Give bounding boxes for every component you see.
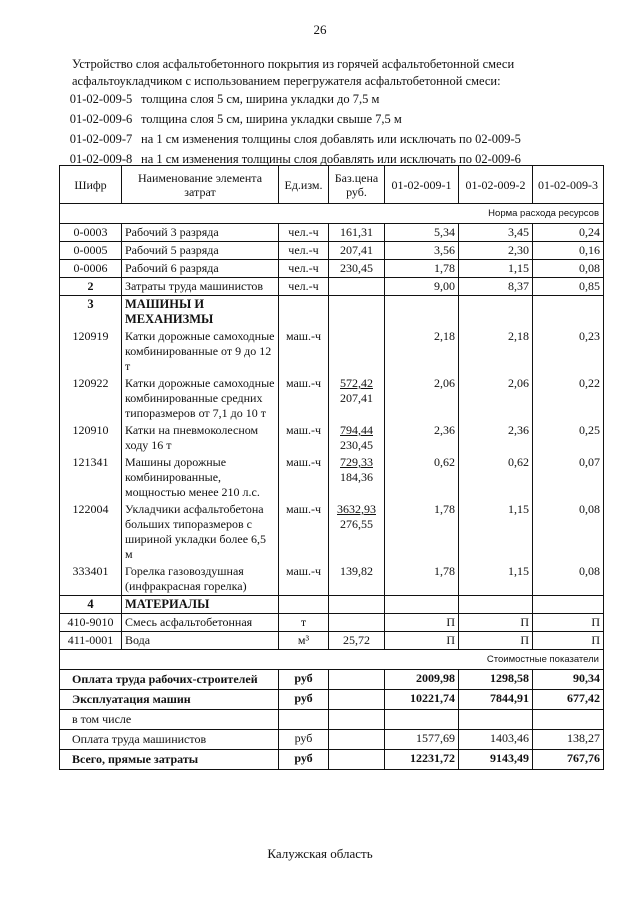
cell-code: 120919 [60, 328, 122, 375]
cell-col1: П [385, 614, 459, 632]
cell-code: 333401 [60, 563, 122, 596]
cost-unit: руб [279, 750, 329, 770]
cell-col2: 1,15 [459, 563, 533, 596]
cost-unit: руб [279, 670, 329, 690]
cell-col3: П [533, 614, 604, 632]
cell-code: 0-0006 [60, 260, 122, 278]
cell-code: 0-0003 [60, 224, 122, 242]
table-row [60, 454, 604, 501]
cost-col1: 12231,72 [385, 750, 459, 770]
cell-col3: 0,25 [533, 422, 604, 454]
cost-col2 [459, 710, 533, 730]
header-col1: 01-02-009-1 [385, 166, 459, 204]
cell-name: Рабочий 5 разряда [122, 242, 279, 260]
cell-col2: 2,06 [459, 375, 533, 422]
table-row [60, 224, 604, 242]
resource-table [59, 165, 604, 770]
code-line [61, 129, 521, 149]
cell-col2: 0,62 [459, 454, 533, 501]
cost-col2: 1403,46 [459, 730, 533, 750]
cost-price [329, 690, 385, 710]
cell-unit: маш.-ч [279, 563, 329, 596]
header-name: Наименование элемента затрат [122, 166, 279, 204]
cell-name: Горелка газовоздушная (инфракрасная горелка) [122, 563, 279, 596]
code-text: на 1 см изменения толщины слоя добавлять или исключать по 02-009-5 [141, 132, 521, 146]
cell-price [329, 328, 385, 375]
cost-col1: 10221,74 [385, 690, 459, 710]
page-number: 26 [313, 22, 327, 37]
table-row [60, 375, 604, 422]
cost-col1: 2009,98 [385, 670, 459, 690]
cell-col3: 0,23 [533, 328, 604, 375]
cell-unit: чел.-ч [279, 278, 329, 296]
cell-unit: чел.-ч [279, 224, 329, 242]
cost-col1: 1577,69 [385, 730, 459, 750]
cell-unit: м³ [279, 632, 329, 650]
price-current: 794,44 [340, 423, 373, 437]
cell-price [329, 501, 385, 563]
cost-row [60, 730, 604, 750]
cost-col2: 1298,58 [459, 670, 533, 690]
cell-col2: 2,36 [459, 422, 533, 454]
cost-col2: 9143,49 [459, 750, 533, 770]
cell-price: 230,45 [329, 260, 385, 278]
cost-row [60, 750, 604, 770]
cell-col1: 1,78 [385, 260, 459, 278]
cell-price [329, 563, 385, 596]
cell-name: Рабочий 6 разряда [122, 260, 279, 278]
cell-col1: 0,62 [385, 454, 459, 501]
section-title: МАШИНЫ И МЕХАНИЗМЫ [122, 296, 279, 329]
header-row [60, 166, 604, 204]
table-row [60, 632, 604, 650]
cost-name: Оплата труда рабочих-строителей [60, 670, 279, 690]
section-code: 3 [60, 296, 122, 329]
cost-price [329, 750, 385, 770]
norm-label-row [60, 204, 604, 224]
cell-code: 2 [60, 278, 122, 296]
cost-name: Оплата труда машинистов [60, 730, 279, 750]
cell-price: 207,41 [329, 242, 385, 260]
cell-col2: 3,45 [459, 224, 533, 242]
cell-col1: 2,18 [385, 328, 459, 375]
table-row [60, 501, 604, 563]
cost-col3: 90,34 [533, 670, 604, 690]
cost-col2: 7844,91 [459, 690, 533, 710]
cell-price [329, 614, 385, 632]
cell-name: Катки дорожные самоходные комбинированные средних типоразмеров от 7,1 до 10 т [122, 375, 279, 422]
cost-price [329, 710, 385, 730]
cell-code: 122004 [60, 501, 122, 563]
cell-col3: 0,24 [533, 224, 604, 242]
price-base: 184,36 [340, 470, 373, 484]
cell-unit: маш.-ч [279, 375, 329, 422]
cell-name: Рабочий 3 разряда [122, 224, 279, 242]
cell-code: 120922 [60, 375, 122, 422]
cell-price: 25,72 [329, 632, 385, 650]
cell-col3: 0,85 [533, 278, 604, 296]
cell-price [329, 278, 385, 296]
cell-col2: П [459, 614, 533, 632]
table-row [60, 242, 604, 260]
header-col2: 01-02-009-2 [459, 166, 533, 204]
price-base: 230,45 [340, 438, 373, 452]
cell-col1: 9,00 [385, 278, 459, 296]
header-code: Шифр [60, 166, 122, 204]
price-current: 729,33 [340, 455, 373, 469]
header-col3: 01-02-009-3 [533, 166, 604, 204]
cell-unit: т [279, 614, 329, 632]
cell-col1: 3,56 [385, 242, 459, 260]
price-base: 207,41 [340, 391, 373, 405]
price-current: 572,42 [340, 376, 373, 390]
cell-price [329, 422, 385, 454]
cost-unit [279, 710, 329, 730]
cell-col2: 8,37 [459, 278, 533, 296]
cell-col2: 1,15 [459, 501, 533, 563]
cell-name: Катки на пневмоколесном ходу 16 т [122, 422, 279, 454]
cost-label-row [60, 650, 604, 670]
section-title: МАТЕРИАЛЫ [122, 596, 279, 614]
price-current: 3632,93 [337, 502, 376, 516]
cost-name: в том числе [60, 710, 279, 730]
cost-unit: руб [279, 690, 329, 710]
cost-col1 [385, 710, 459, 730]
cell-unit: маш.-ч [279, 422, 329, 454]
table-row [60, 563, 604, 596]
code-text: на 1 см изменения толщины слоя добавлять или исключать по 02-009-6 [141, 152, 521, 166]
cell-code: 411-0001 [60, 632, 122, 650]
cell-col2: 1,15 [459, 260, 533, 278]
table-row [60, 422, 604, 454]
norm-label: Норма расхода ресурсов [60, 204, 604, 224]
cell-name: Затраты труда машинистов [122, 278, 279, 296]
code-line [61, 89, 521, 109]
section-row [60, 296, 604, 329]
cell-col1: 5,34 [385, 224, 459, 242]
cell-name: Вода [122, 632, 279, 650]
cell-col2: П [459, 632, 533, 650]
cell-unit: чел.-ч [279, 242, 329, 260]
cost-col3: 138,27 [533, 730, 604, 750]
code-label: 01-02-009-6 [69, 112, 133, 126]
cell-code: 120910 [60, 422, 122, 454]
code-text: толщина слоя 5 см, ширина укладки свыше 7,5 м [141, 112, 402, 126]
cell-name: Катки дорожные самоходные комбинированные от 9 до 12 т [122, 328, 279, 375]
cell-col1: 2,06 [385, 375, 459, 422]
code-text: толщина слоя 5 см, ширина укладки до 7,5 м [141, 92, 380, 106]
code-label: 01-02-009-5 [69, 92, 133, 106]
cell-col3: 0,07 [533, 454, 604, 501]
cell-unit: маш.-ч [279, 454, 329, 501]
cell-unit: чел.-ч [279, 260, 329, 278]
cell-price: 161,31 [329, 224, 385, 242]
header-price: Баз.цена руб. [329, 166, 385, 204]
cost-row [60, 670, 604, 690]
cell-col1: 1,78 [385, 563, 459, 596]
intro-text: Устройство слоя асфальтобетонного покрытия из горячей асфальтобетонной смеси асфальтоукладчиком с использованием перегружателя асфальтобетонной смеси: [72, 57, 515, 88]
cell-col1: 2,36 [385, 422, 459, 454]
cost-row [60, 690, 604, 710]
region-footer: Калужская область [267, 846, 373, 861]
cell-price [329, 454, 385, 501]
cell-col3: 0,22 [533, 375, 604, 422]
price-base: 276,55 [340, 517, 373, 531]
section-row [60, 596, 604, 614]
cell-col3: 0,16 [533, 242, 604, 260]
cell-col2: 2,18 [459, 328, 533, 375]
cell-code: 410-9010 [60, 614, 122, 632]
cost-price [329, 730, 385, 750]
cell-name: Смесь асфальтобетонная [122, 614, 279, 632]
machinist-row [60, 278, 604, 296]
header-unit: Ед.изм. [279, 166, 329, 204]
cell-unit: маш.-ч [279, 501, 329, 563]
cost-price [329, 670, 385, 690]
cell-col3: 0,08 [533, 501, 604, 563]
cost-unit: руб [279, 730, 329, 750]
table-row [60, 614, 604, 632]
cost-name: Всего, прямые затраты [60, 750, 279, 770]
section-code: 4 [60, 596, 122, 614]
table-row [60, 328, 604, 375]
cell-col1: П [385, 632, 459, 650]
cell-col1: 1,78 [385, 501, 459, 563]
cost-row [60, 710, 604, 730]
cost-col3 [533, 710, 604, 730]
cell-unit: маш.-ч [279, 328, 329, 375]
cell-col3: П [533, 632, 604, 650]
code-line [61, 109, 521, 129]
code-label: 01-02-009-7 [69, 132, 133, 146]
cell-col3: 0,08 [533, 260, 604, 278]
cell-col2: 2,30 [459, 242, 533, 260]
cell-col3: 0,08 [533, 563, 604, 596]
cost-col3: 767,76 [533, 750, 604, 770]
cost-col3: 677,42 [533, 690, 604, 710]
cell-price [329, 375, 385, 422]
cell-code: 121341 [60, 454, 122, 501]
cell-name: Машины дорожные комбинированные, мощностью менее 210 л.с. [122, 454, 279, 501]
code-list [61, 89, 521, 169]
code-label: 01-02-009-8 [69, 152, 133, 166]
cell-code: 0-0005 [60, 242, 122, 260]
table-row [60, 260, 604, 278]
cost-label: Стоимостные показатели [60, 650, 604, 670]
price-base: 139,82 [340, 564, 373, 578]
cell-name: Укладчики асфальтобетона больших типоразмеров с шириной укладки более 6,5 м [122, 501, 279, 563]
cost-name: Эксплуатация машин [60, 690, 279, 710]
